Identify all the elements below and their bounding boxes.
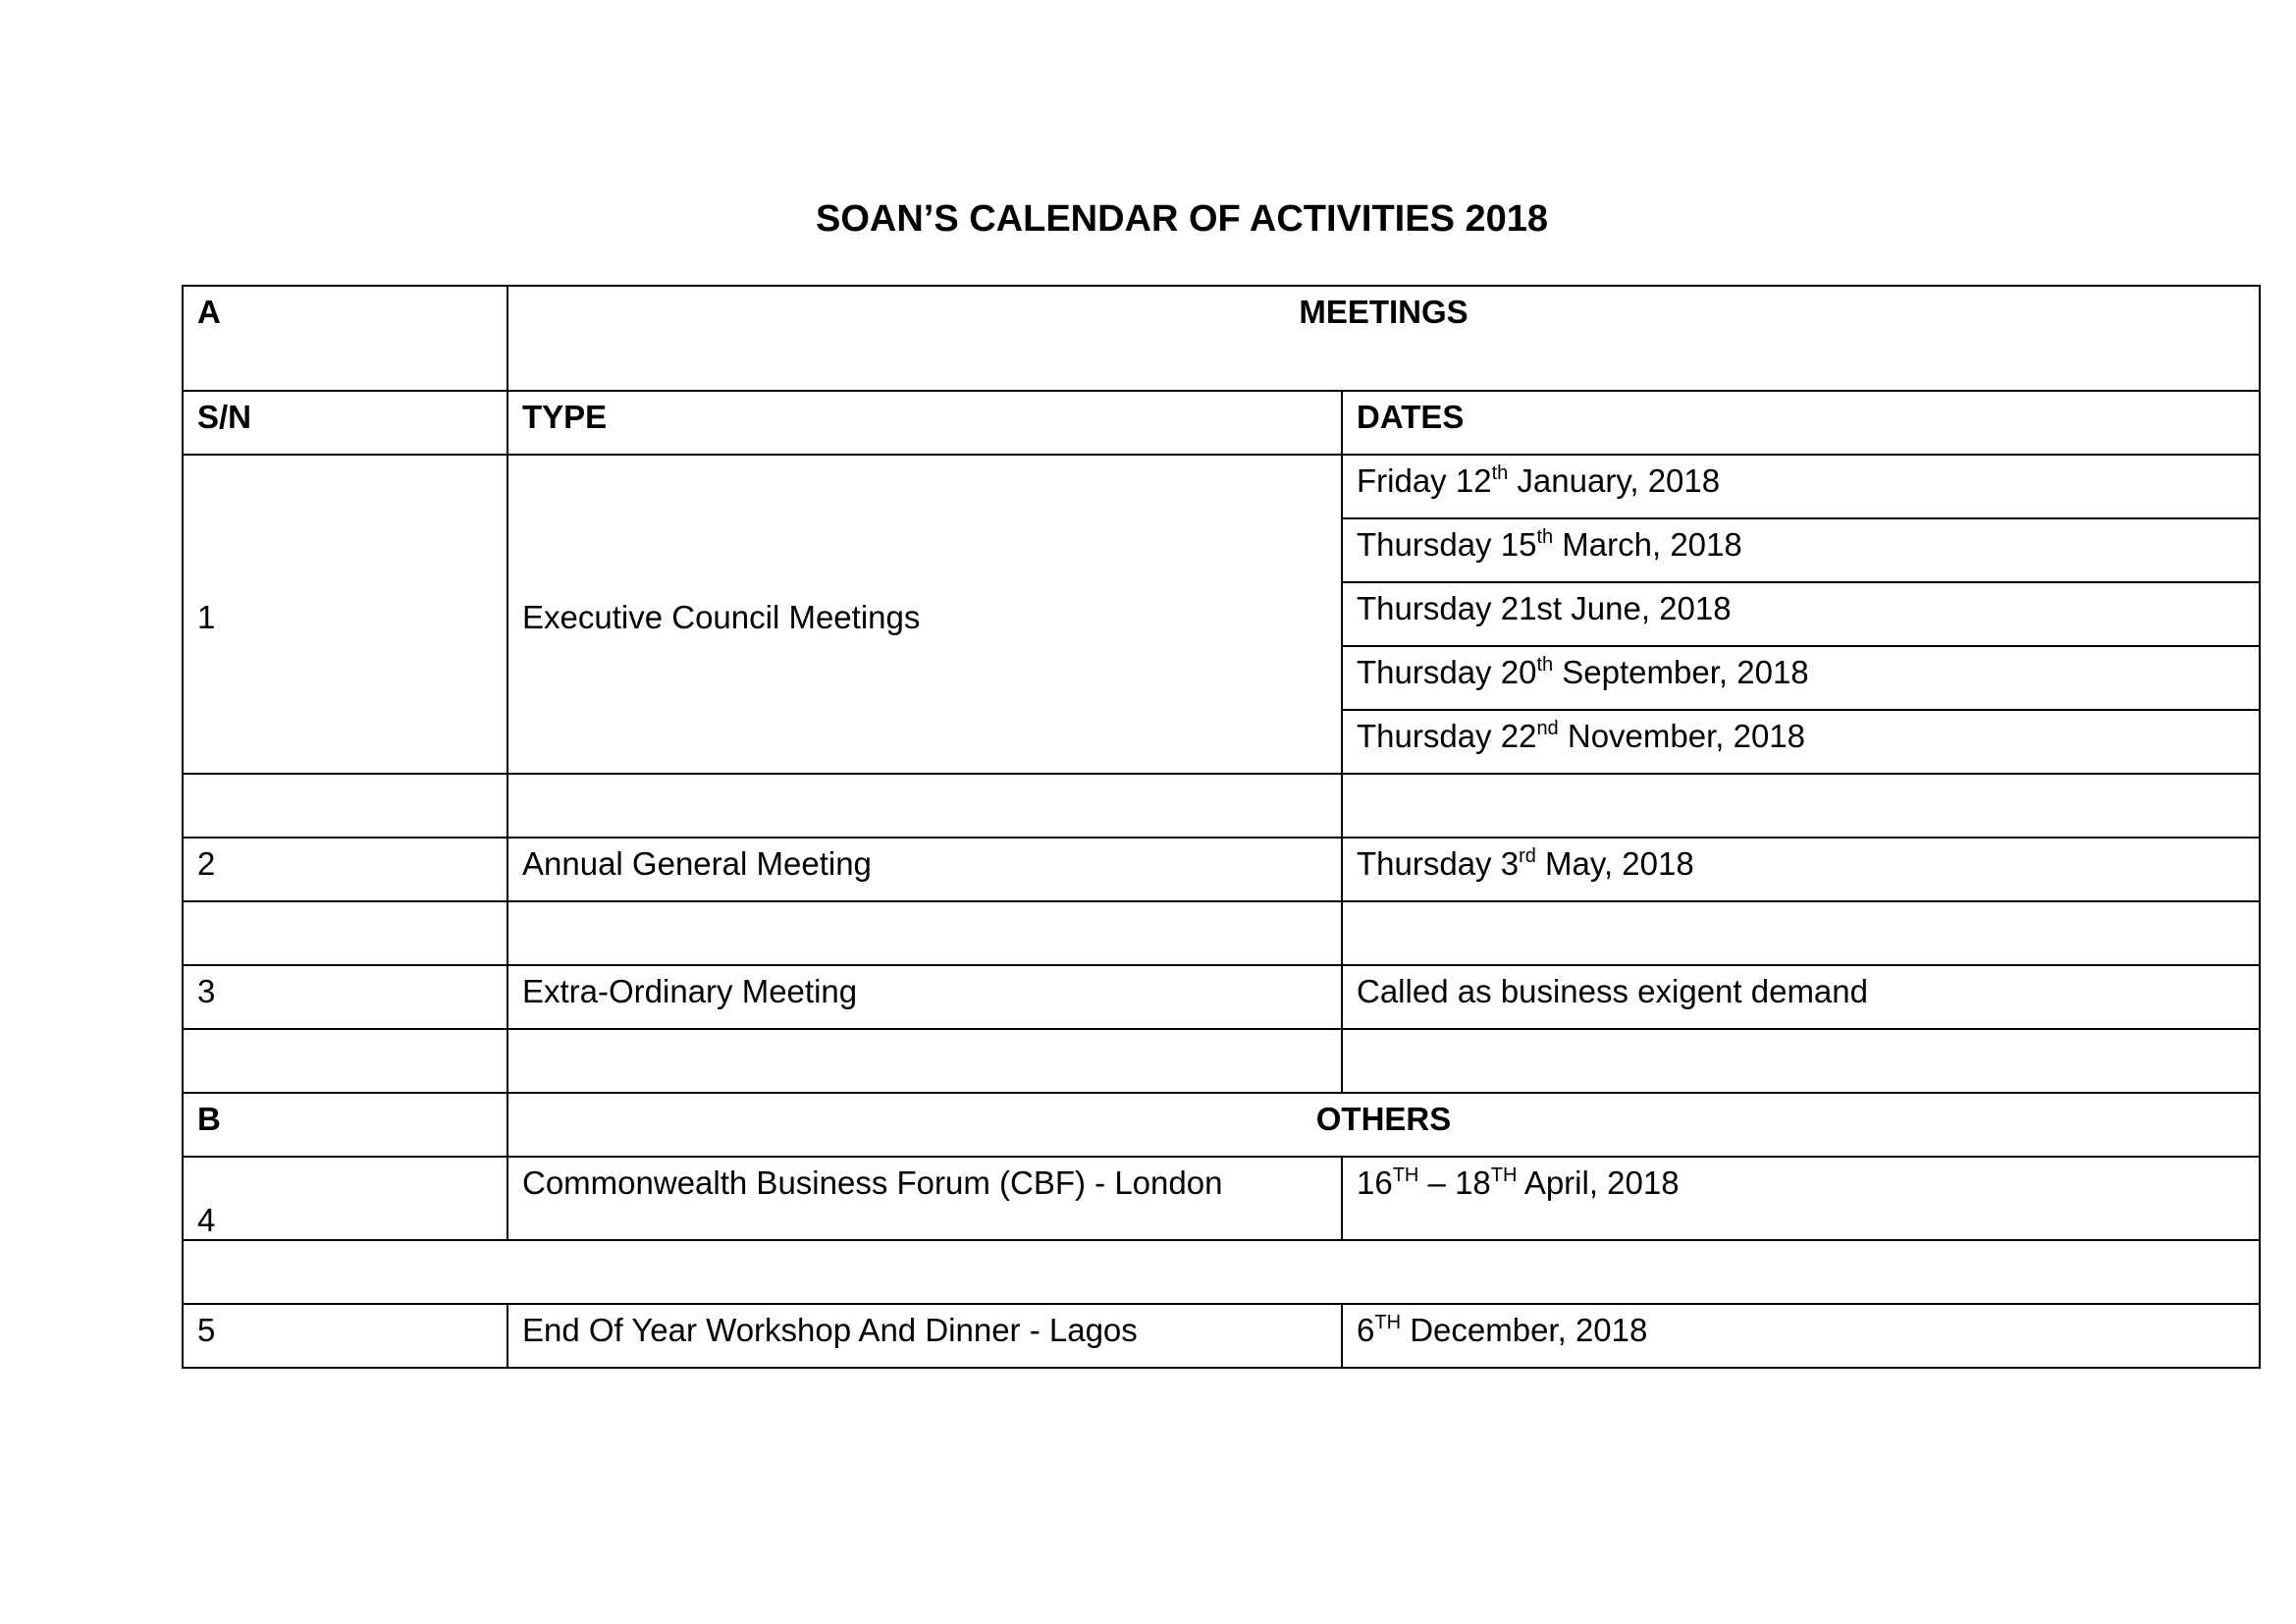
sn-cell: 3 <box>183 965 507 1029</box>
date-cell: Thursday 3rd May, 2018 <box>1342 838 2260 901</box>
date-cell: 16TH – 18TH April, 2018 <box>1342 1157 2260 1240</box>
date-cell: Friday 12th January, 2018 <box>1342 455 2260 518</box>
type-cell: End Of Year Workshop And Dinner - Lagos <box>507 1304 1342 1368</box>
column-header-row <box>183 391 2260 455</box>
type-cell: Extra-Ordinary Meeting <box>507 965 1342 1029</box>
sn-cell: 4 <box>183 1157 507 1240</box>
blank-cell <box>507 901 1342 965</box>
blank-cell <box>183 774 507 838</box>
type-cell: Commonwealth Business Forum (CBF) - London <box>507 1157 1342 1240</box>
table-row <box>183 1157 2260 1240</box>
table-row <box>183 965 2260 1029</box>
blank-row <box>183 1029 2260 1093</box>
section-a-label: A <box>183 286 507 391</box>
blank-row <box>183 901 2260 965</box>
table-row <box>183 1304 2260 1368</box>
blank-cell <box>507 1029 1342 1093</box>
sn-header: S/N <box>183 391 507 455</box>
section-a-title: MEETINGS <box>507 286 2260 391</box>
blank-row <box>183 1240 2260 1304</box>
blank-cell <box>1342 901 2260 965</box>
sn-cell: 5 <box>183 1304 507 1368</box>
sn-cell: 1 <box>183 455 507 774</box>
dates-header: DATES <box>1342 391 2260 455</box>
type-cell: Executive Council Meetings <box>507 455 1342 774</box>
date-cell: Called as business exigent demand <box>1342 965 2260 1029</box>
type-header: TYPE <box>507 391 1342 455</box>
section-b-row <box>183 1093 2260 1157</box>
sn-cell: 2 <box>183 838 507 901</box>
blank-cell <box>1342 774 2260 838</box>
section-a-row <box>183 286 2260 391</box>
section-b-label: B <box>183 1093 507 1157</box>
date-cell: Thursday 15th March, 2018 <box>1342 518 2260 582</box>
date-cell: Thursday 22nd November, 2018 <box>1342 710 2260 774</box>
table-row <box>183 838 2260 901</box>
document-title: SOAN’S CALENDAR OF ACTIVITIES 2018 <box>815 198 1549 240</box>
blank-cell <box>183 1029 507 1093</box>
section-b-title: OTHERS <box>507 1093 2260 1157</box>
blank-row <box>183 774 2260 838</box>
type-cell: Annual General Meeting <box>507 838 1342 901</box>
table-row <box>183 455 2260 518</box>
date-cell: Thursday 21st June, 2018 <box>1342 582 2260 646</box>
blank-cell <box>183 1240 2260 1304</box>
blank-cell <box>183 901 507 965</box>
blank-cell <box>1342 1029 2260 1093</box>
blank-cell <box>507 774 1342 838</box>
date-cell: Thursday 20th September, 2018 <box>1342 646 2260 710</box>
date-cell: 6TH December, 2018 <box>1342 1304 2260 1368</box>
activities-table <box>182 285 2261 1369</box>
